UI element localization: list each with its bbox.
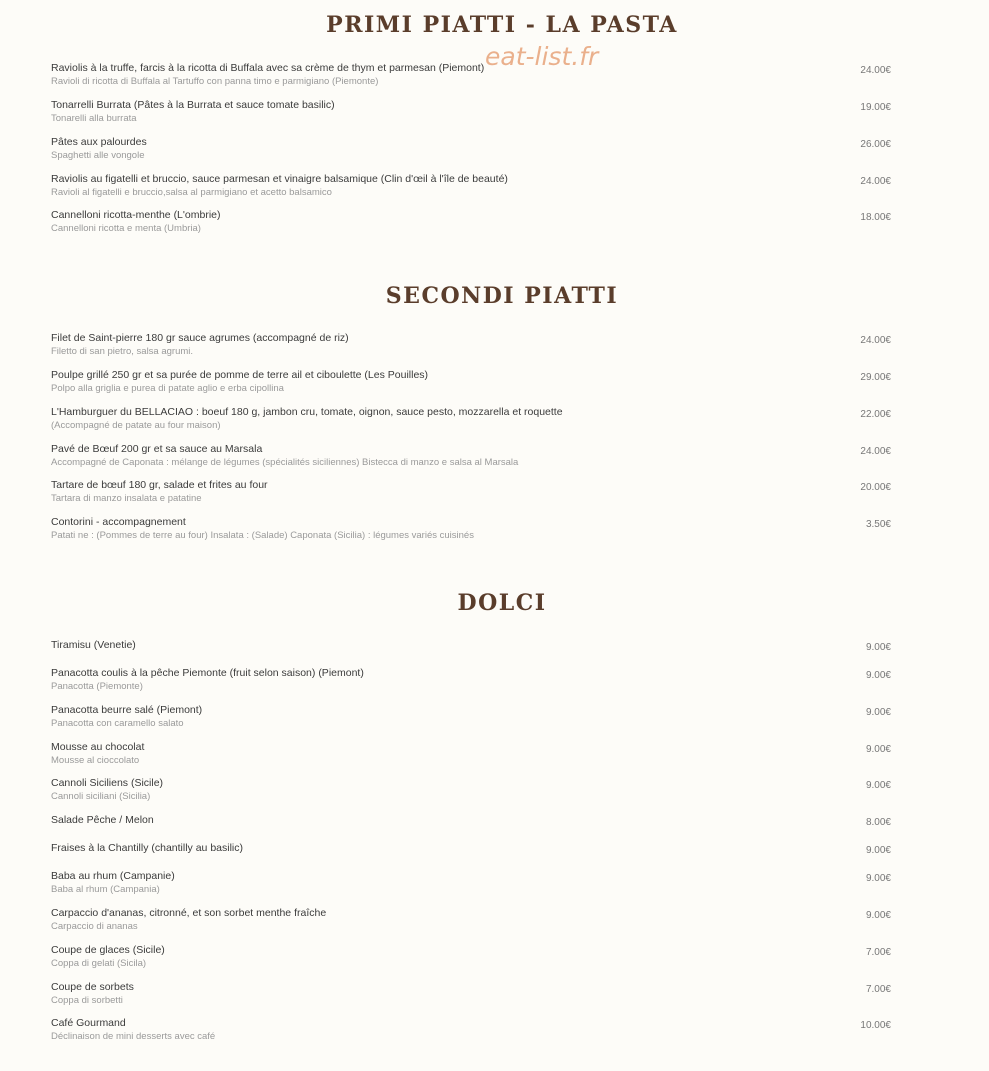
item-name: Tiramisu (Venetie) bbox=[51, 639, 136, 651]
item-description: Ravioli di ricotta di Buffala al Tartuffo con panna timo e parmigiano (Piemonte) bbox=[51, 76, 379, 87]
item-description: Tonarelli alla burrata bbox=[51, 113, 137, 124]
item-price: 9.00€ bbox=[865, 780, 891, 791]
item-name: Pavé de Bœuf 200 gr et sa sauce au Marsala bbox=[51, 443, 263, 455]
item-name: Mousse au chocolat bbox=[51, 741, 145, 753]
item-name: Coupe de glaces (Sicile) bbox=[51, 944, 165, 956]
item-description: Baba al rhum (Campania) bbox=[51, 884, 160, 895]
menu-item bbox=[51, 369, 901, 401]
item-name: Salade Pêche / Melon bbox=[51, 814, 154, 826]
menu-item bbox=[51, 907, 901, 939]
menu-item bbox=[51, 667, 901, 699]
item-description: Spaghetti alle vongole bbox=[51, 150, 145, 161]
menu-item bbox=[51, 870, 901, 902]
item-price: 7.00€ bbox=[865, 947, 891, 958]
menu-item bbox=[51, 62, 901, 94]
section-title: DOLCI bbox=[457, 590, 547, 616]
item-description: Carpaccio di ananas bbox=[51, 921, 138, 932]
menu-item bbox=[51, 99, 901, 131]
item-name: Filet de Saint-pierre 180 gr sauce agrumes (accompagné de riz) bbox=[51, 332, 349, 344]
item-price: 8.00€ bbox=[865, 817, 891, 828]
menu-item bbox=[51, 209, 901, 241]
item-name: Poulpe grillé 250 gr et sa purée de pomme de terre ail et ciboulette (Les Pouilles) bbox=[51, 369, 429, 381]
item-description: Panacotta con caramello salato bbox=[51, 718, 184, 729]
item-price: 26.00€ bbox=[860, 139, 891, 150]
item-name: L'Hamburguer du BELLACIAO : boeuf 180 g, jambon cru, tomate, oignon, sauce pesto, mozzarella et roquette bbox=[51, 406, 563, 418]
item-price: 9.00€ bbox=[865, 910, 891, 921]
item-price: 24.00€ bbox=[860, 335, 891, 346]
item-name: Coupe de sorbets bbox=[51, 981, 134, 993]
item-description: Ravioli al figatelli e bruccio,salsa al parmigiano et acetto balsamico bbox=[51, 187, 332, 198]
section-title: SECONDI PIATTI bbox=[385, 283, 619, 309]
menu-item bbox=[51, 173, 901, 205]
item-name: Contorini - accompagnement bbox=[51, 516, 186, 528]
item-description: Coppa di gelati (Sicila) bbox=[51, 958, 147, 969]
menu-item bbox=[51, 981, 901, 1013]
menu-item bbox=[51, 443, 901, 475]
item-name: Raviolis au figatelli et bruccio, sauce parmesan et vinaigre balsamique (Clin d'œil à l'île de beauté) bbox=[51, 173, 508, 185]
item-description: Polpo alla griglia e purea di patate aglio e erba cipollina bbox=[51, 383, 284, 394]
item-description: Accompagné de Caponata : mélange de légumes (spécialités siciliennes) Bistecca di manzo e salsa al Marsala bbox=[51, 457, 519, 468]
item-price: 9.00€ bbox=[865, 670, 891, 681]
menu-item bbox=[51, 406, 901, 438]
item-description: Patati ne : (Pommes de terre au four) Insalata : (Salade) Caponata (Sicilia) : légumes variés cuisinés bbox=[51, 530, 474, 541]
item-price: 24.00€ bbox=[860, 446, 891, 457]
item-name: Cannelloni ricotta-menthe (L'ombrie) bbox=[51, 209, 221, 221]
item-description: Cannelloni ricotta e menta (Umbria) bbox=[51, 223, 201, 234]
item-price: 9.00€ bbox=[865, 873, 891, 884]
menu-item bbox=[51, 704, 901, 736]
section-title: PRIMI PIATTI - LA PASTA bbox=[326, 12, 678, 38]
item-price: 29.00€ bbox=[860, 372, 891, 383]
item-name: Raviolis à la truffe, farcis à la ricotta di Buffala avec sa crème de thym et parmesan (Piemont) bbox=[51, 62, 485, 74]
item-name: Panacotta coulis à la pêche Piemonte (fruit selon saison) (Piemont) bbox=[51, 667, 364, 679]
watermark-logo: eat-list.fr bbox=[485, 42, 599, 71]
menu-item bbox=[51, 741, 901, 773]
item-name: Carpaccio d'ananas, citronné, et son sorbet menthe fraîche bbox=[51, 907, 327, 919]
item-price: 20.00€ bbox=[860, 482, 891, 493]
item-description: Coppa di sorbetti bbox=[51, 995, 123, 1006]
item-description: Panacotta (Piemonte) bbox=[51, 681, 143, 692]
item-name: Café Gourmand bbox=[51, 1017, 126, 1029]
item-price: 18.00€ bbox=[860, 212, 891, 223]
item-name: Cannoli Siciliens (Sicile) bbox=[51, 777, 164, 789]
item-description: Cannoli siciliani (Sicilia) bbox=[51, 791, 151, 802]
item-price: 3.50€ bbox=[865, 519, 891, 530]
item-price: 19.00€ bbox=[860, 102, 891, 113]
item-price: 9.00€ bbox=[865, 845, 891, 856]
menu-item bbox=[51, 777, 901, 809]
menu-item bbox=[51, 136, 901, 168]
item-price: 9.00€ bbox=[865, 642, 891, 653]
item-price: 10.00€ bbox=[860, 1020, 891, 1031]
item-price: 7.00€ bbox=[865, 984, 891, 995]
item-name: Tonarrelli Burrata (Pâtes à la Burrata et sauce tomate basilic) bbox=[51, 99, 335, 111]
item-price: 9.00€ bbox=[865, 707, 891, 718]
item-name: Fraises à la Chantilly (chantilly au basilic) bbox=[51, 842, 243, 854]
item-price: 22.00€ bbox=[860, 409, 891, 420]
item-name: Panacotta beurre salé (Piemont) bbox=[51, 704, 203, 716]
item-description: Déclinaison de mini desserts avec café bbox=[51, 1031, 216, 1042]
item-name: Tartare de bœuf 180 gr, salade et frites au four bbox=[51, 479, 268, 491]
item-description: Tartara di manzo insalata e patatine bbox=[51, 493, 202, 504]
menu-item bbox=[51, 516, 901, 548]
menu-item bbox=[51, 332, 901, 364]
item-name: Pâtes aux palourdes bbox=[51, 136, 147, 148]
menu-item bbox=[51, 479, 901, 511]
item-price: 24.00€ bbox=[860, 65, 891, 76]
item-description: (Accompagné de patate au four maison) bbox=[51, 420, 221, 431]
item-name: Baba au rhum (Campanie) bbox=[51, 870, 175, 882]
menu-item bbox=[51, 1017, 901, 1049]
menu-item bbox=[51, 944, 901, 976]
item-price: 24.00€ bbox=[860, 176, 891, 187]
item-description: Filetto di san pietro, salsa agrumi. bbox=[51, 346, 194, 357]
item-price: 9.00€ bbox=[865, 744, 891, 755]
item-description: Mousse al cioccolato bbox=[51, 755, 140, 766]
